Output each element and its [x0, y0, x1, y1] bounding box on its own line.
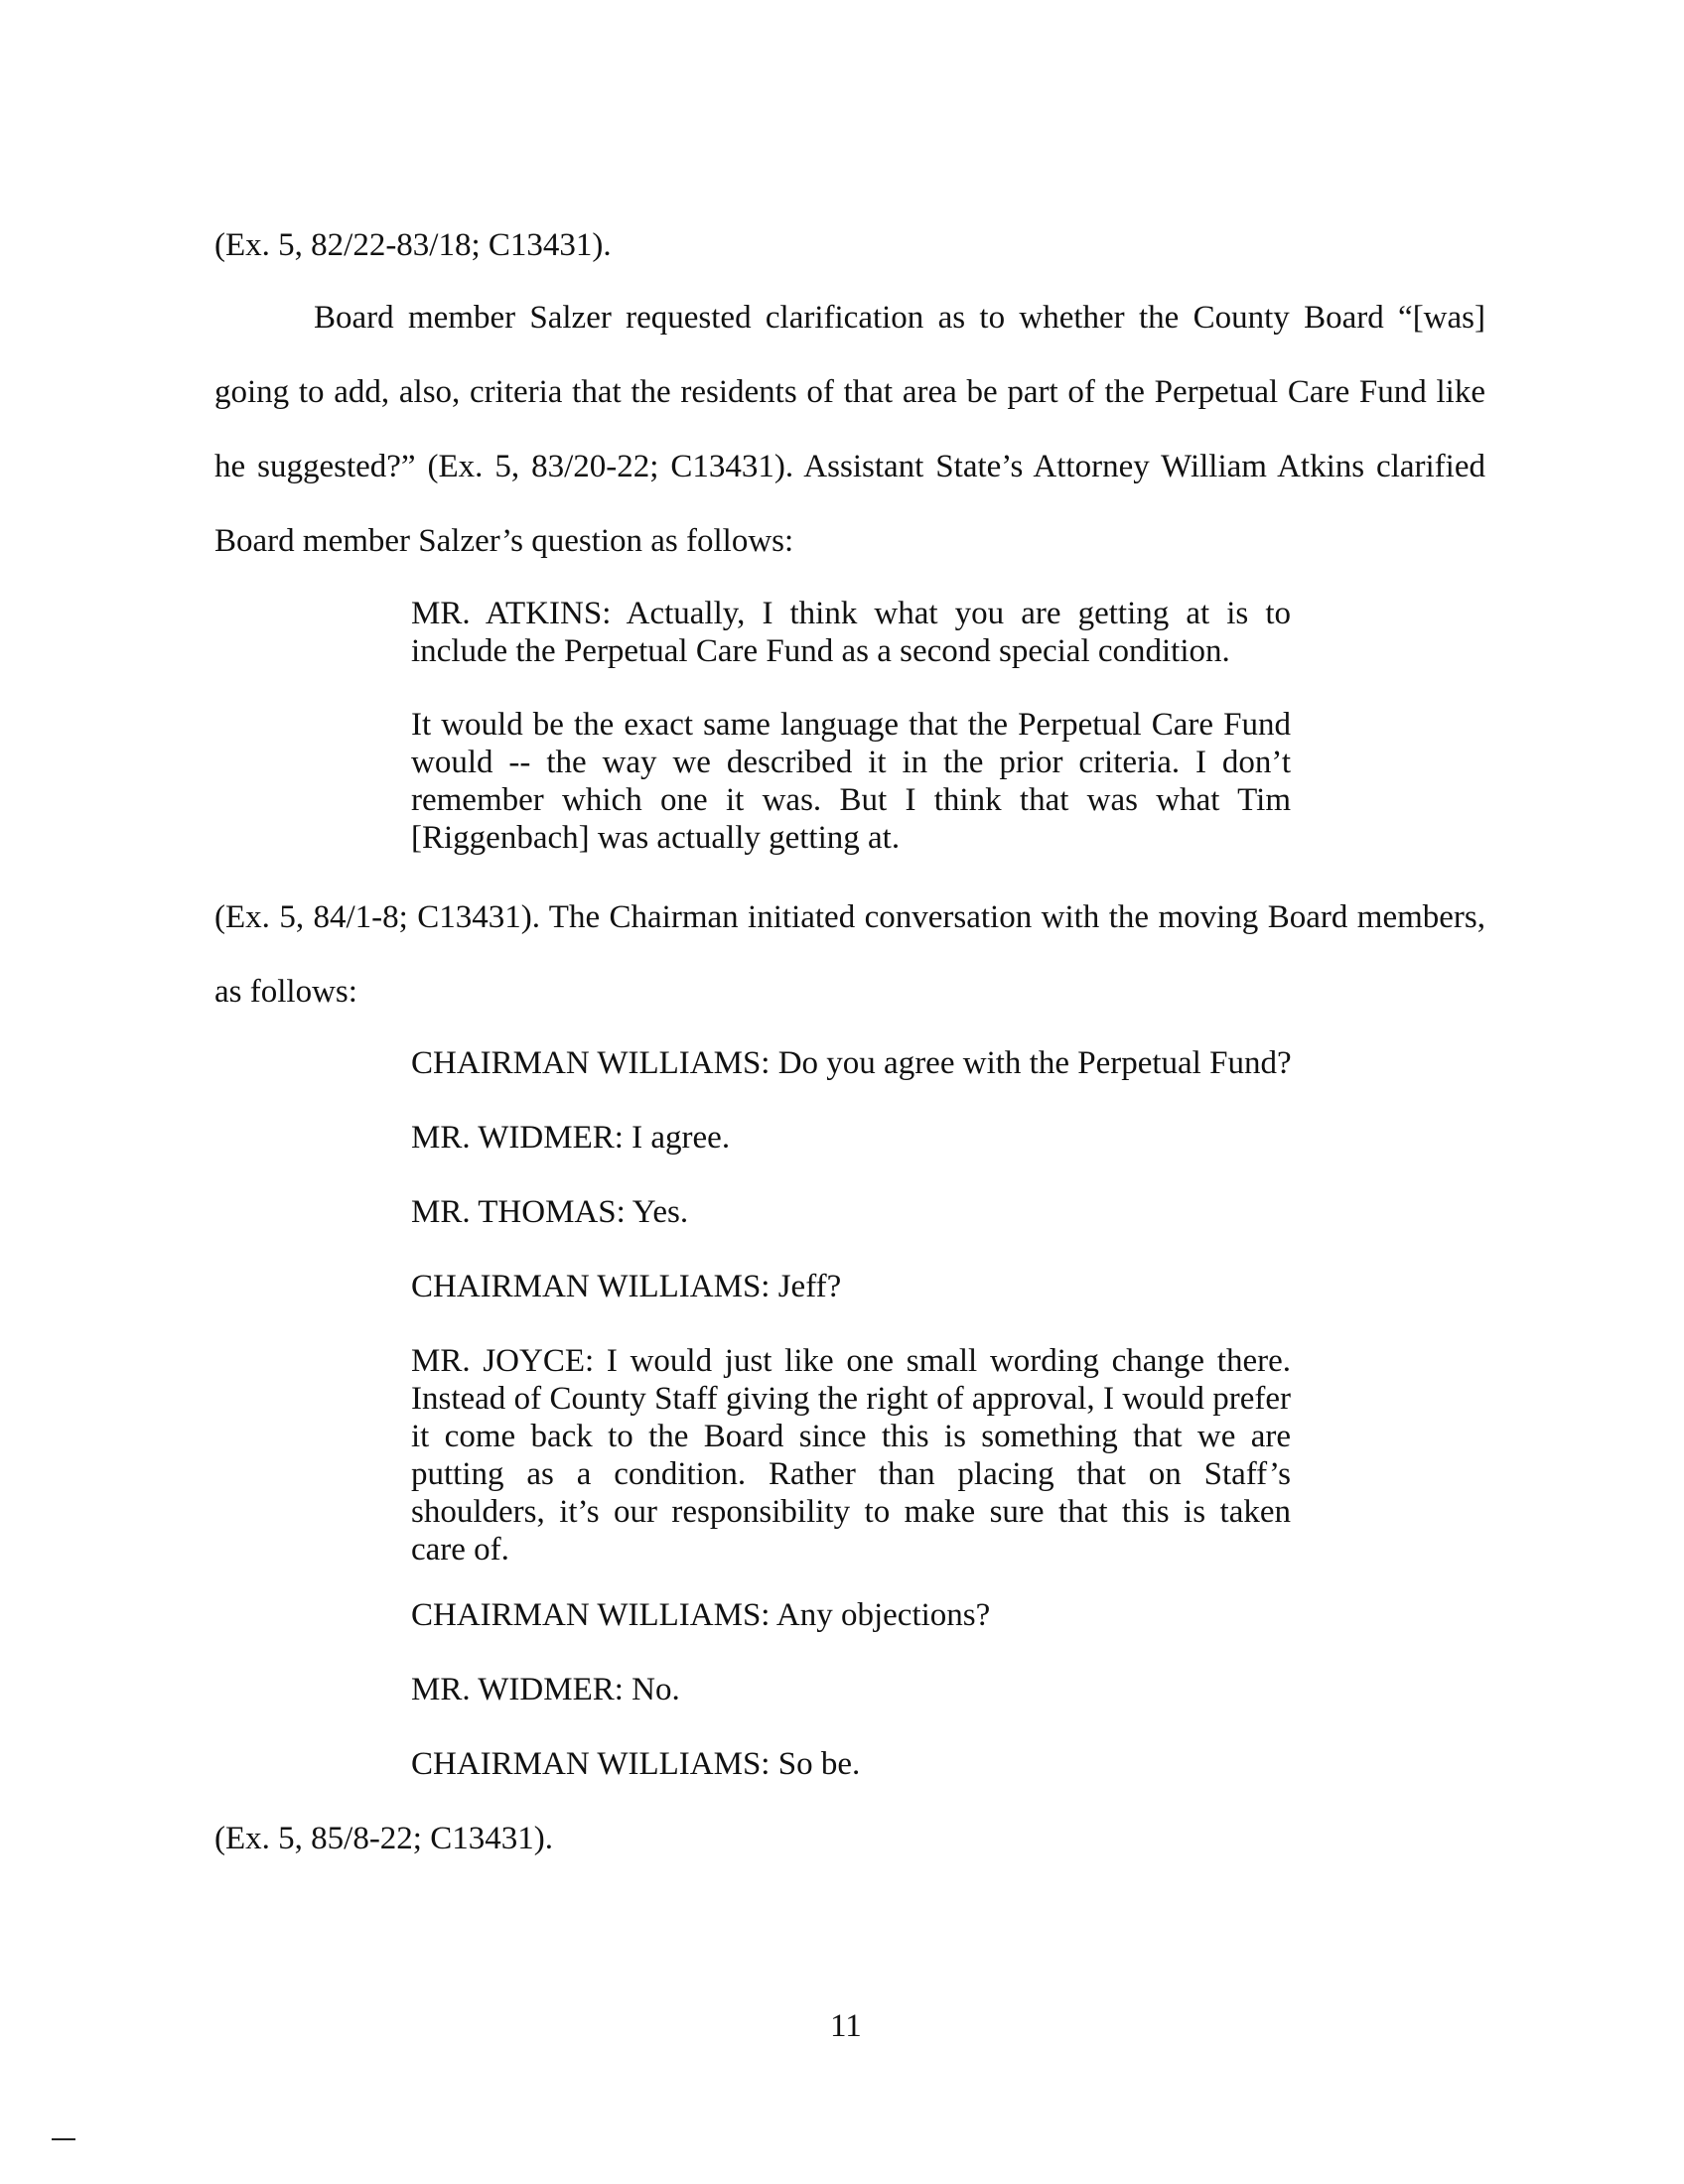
dialogue-line-chairman-3: CHAIRMAN WILLIAMS: Any objections?: [411, 1597, 991, 1633]
page-number: 11: [830, 2008, 862, 2044]
dialogue-line-widmer-2: MR. WIDMER: No.: [411, 1672, 680, 1707]
citation-bottom: (Ex. 5, 85/8-22; C13431).: [214, 1821, 553, 1856]
dialogue-line-widmer-1: MR. WIDMER: I agree.: [411, 1120, 731, 1156]
citation-top: (Ex. 5, 82/22-83/18; C13431).: [214, 227, 612, 263]
quote-atkins-part-2: It would be the exact same language that the Perpetual Care Fund would -- the way we described it in the prior criteria. I don’t remember which one it was. But I think that was what Tim [Riggenbach] was actually getting at.: [411, 707, 1291, 856]
dialogue-line-thomas: MR. THOMAS: Yes.: [411, 1194, 689, 1230]
dialogue-line-chairman-4: CHAIRMAN WILLIAMS: So be.: [411, 1746, 861, 1782]
paragraph-chairman-conversation: (Ex. 5, 84/1-8; C13431). The Chairman initiated conversation with the moving Board members, as follows:: [214, 899, 1485, 1010]
paragraph-salzer-request: Board member Salzer requested clarification as to whether the County Board “[was] going to add, also, criteria that the residents of that area be part of the Perpetual Care Fund like he suggested?” (Ex. 5, 83/20-22; C13431). Assistant State’s Attorney William Atkins clarified Board member Salzer’s question as follows:: [214, 300, 1485, 559]
dialogue-line-chairman-2: CHAIRMAN WILLIAMS: Jeff?: [411, 1269, 842, 1304]
dialogue-line-joyce: MR. JOYCE: I would just like one small wording change there. Instead of County Staff giving the right of approval, I would prefer it come back to the Board since this is something that we are putting as a condition. Rather than placing that on Staff’s shoulders, it’s our responsibility to make sure that this is taken care of.: [411, 1343, 1291, 1568]
dialogue-line-chairman-1: CHAIRMAN WILLIAMS: Do you agree with the Perpetual Fund?: [411, 1045, 1292, 1081]
quote-atkins-part-1: MR. ATKINS: Actually, I think what you are getting at is to include the Perpetual Care Fund as a second special condition.: [411, 596, 1291, 669]
scan-mark: [52, 2138, 75, 2140]
